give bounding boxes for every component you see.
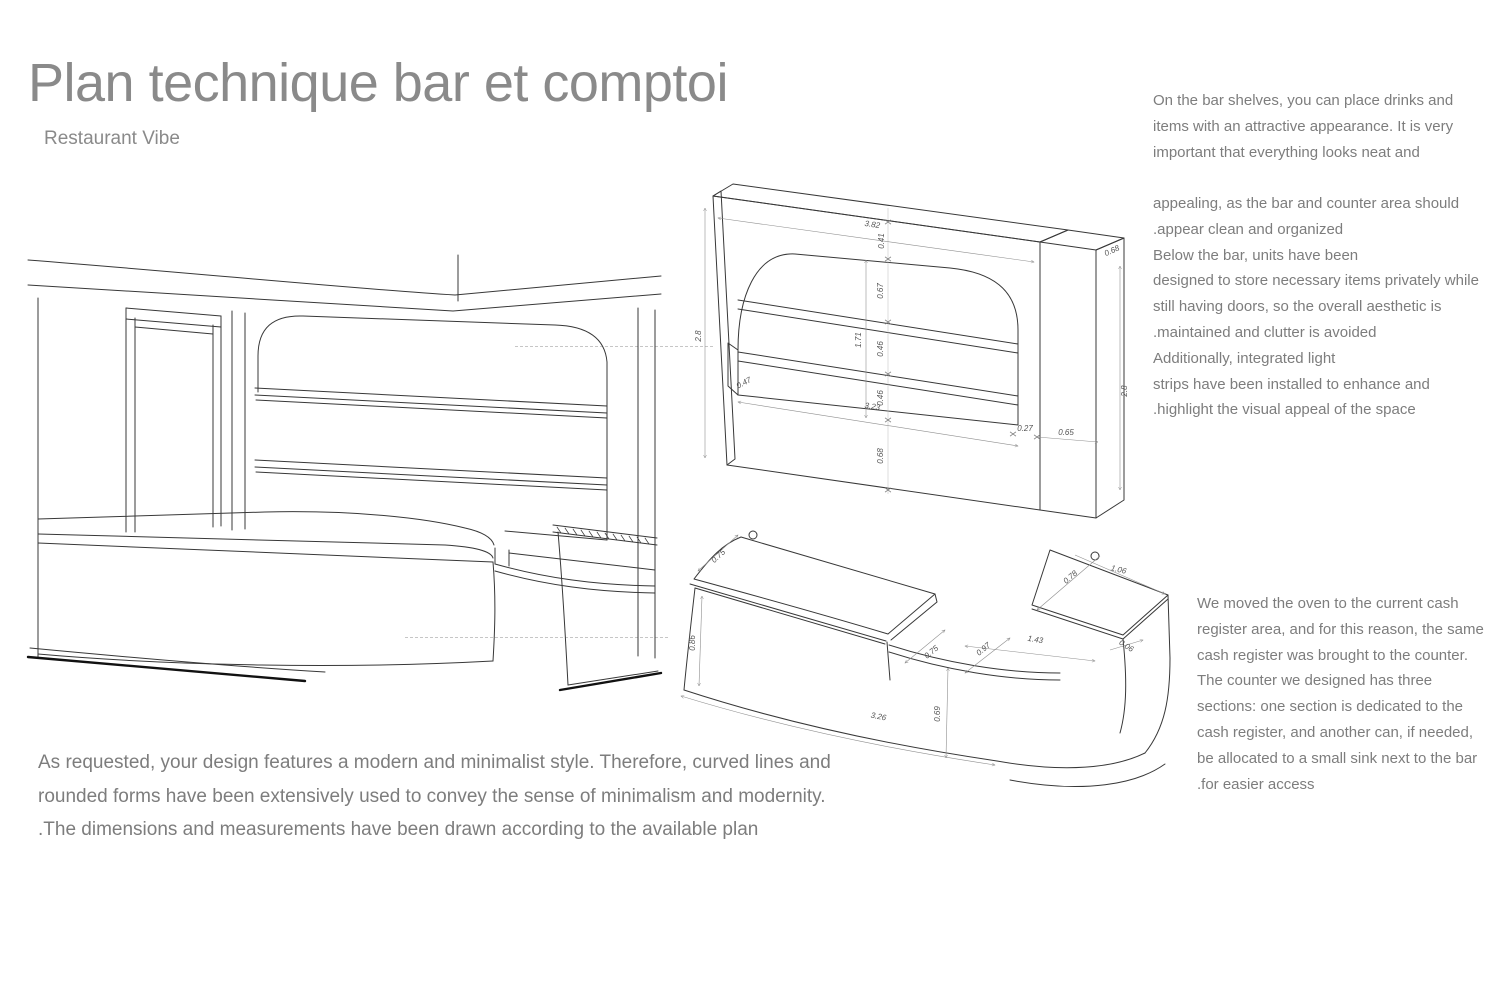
dimension-label: 2.8 [1120, 385, 1129, 397]
arched-shelf-alcove [255, 316, 607, 540]
counter-note-paragraph [1197, 591, 1484, 797]
counter-dimension-lines [681, 535, 1165, 765]
dimension-label: 1.71 [854, 332, 863, 348]
bar-perspective-drawing [25, 248, 670, 696]
dimension-label: 0.75 [709, 547, 728, 565]
note-line: important that everything looks neat and [1153, 143, 1420, 161]
note-line: The counter we designed has three [1197, 672, 1433, 690]
shelf-unit-body [713, 184, 1124, 518]
dimension-label: 0.46 [876, 341, 885, 357]
note-line: register area, and for this reason, the same [1197, 620, 1484, 638]
note-line: rounded forms have been extensively used to convey the sense of minimalism and modernity. [38, 785, 826, 807]
note-line: Additionally, integrated light [1153, 349, 1336, 367]
counter-dimension-labels [688, 547, 1136, 722]
note-line: .appear clean and organized [1153, 220, 1344, 238]
page-title: Plan technique bar et comptoi [28, 53, 728, 113]
right-counter-section [553, 525, 658, 685]
dimension-label: 2.8 [694, 330, 703, 342]
note-line: .for easier access [1197, 775, 1315, 793]
note-line: .highlight the visual appeal of the space [1153, 401, 1416, 419]
page-subtitle: Restaurant Vibe [44, 128, 180, 149]
dimension-label: 0.86 [688, 635, 697, 651]
note-line: designed to store necessary items privately while [1153, 272, 1479, 290]
dimension-label: 1.06 [1109, 563, 1128, 576]
note-line: be allocated to a small sink next to the bar [1197, 749, 1478, 767]
note-line: strips have been installed to enhance and [1153, 375, 1430, 393]
note-line: .maintained and clutter is avoided [1153, 323, 1377, 341]
dimension-label: 0.27 [1017, 424, 1033, 433]
dimension-label: 0.69 [933, 706, 942, 722]
dimension-label: 0.68 [876, 448, 885, 464]
note-line: still having doors, so the overall aesthetic is [1153, 298, 1442, 316]
counter-drawing [665, 518, 1200, 800]
note-line: sections: one section is dedicated to the [1197, 698, 1464, 716]
dimension-label: 0.75 [922, 643, 941, 661]
dimension-label: 0.68 [1102, 243, 1121, 259]
note-line: cash register, and another can, if needed, [1197, 723, 1474, 741]
note-line: cash register was brought to the counter. [1197, 646, 1468, 664]
dimension-label: 1.43 [1026, 633, 1044, 646]
dimension-label: 3.82 [864, 218, 881, 231]
shelf-note-paragraph-2 [1153, 191, 1479, 423]
shelf-note-paragraph-1 [1153, 88, 1453, 165]
dimension-label: 0.78 [1061, 568, 1080, 586]
walls-and-door [38, 298, 655, 658]
dimension-label: 0.46 [876, 390, 885, 406]
shelf-unit-drawing [694, 178, 1145, 525]
note-line: Below the bar, units have been [1153, 246, 1359, 264]
counter-right-block [1032, 550, 1170, 753]
note-line: As requested, your design features a modern and minimalist style. Therefore, curved lines and [38, 752, 831, 773]
counter-left-block [684, 531, 997, 761]
note-line: items with an attractive appearance. It is very [1153, 117, 1454, 135]
note-line: appealing, as the bar and counter area should [1153, 195, 1460, 212]
dimension-label: 3.26 [869, 710, 887, 723]
dimension-label: 3.23 [864, 400, 881, 413]
dimension-label: 0.06 [1117, 637, 1136, 654]
dimension-label: 0.47 [734, 375, 753, 391]
shelf-unit-dimension-labels [694, 219, 1129, 464]
dimension-label: 0.97 [974, 640, 993, 658]
shelf-unit-niche [728, 254, 1018, 425]
dimension-label: 0.67 [876, 283, 885, 299]
dimension-label: 0.65 [1058, 428, 1074, 437]
note-line: On the bar shelves, you can place drinks and [1153, 92, 1454, 109]
shelf-unit-dimension-lines [705, 208, 1120, 494]
dimension-label: 0.41 [877, 233, 886, 249]
ceiling-lines [28, 255, 661, 311]
note-line: We moved the oven to the current cash [1197, 595, 1459, 612]
note-line: .The dimensions and measurements have been drawn according to the available plan [38, 819, 759, 840]
